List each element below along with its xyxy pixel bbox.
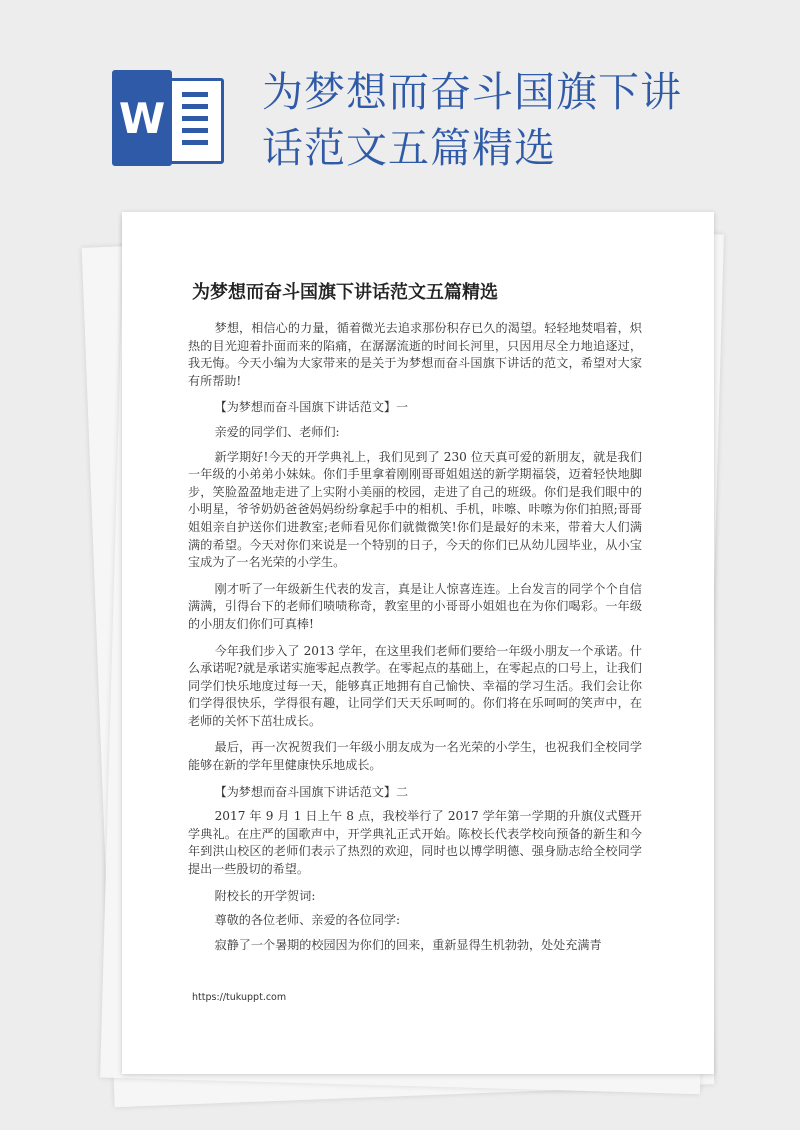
document-body [188,320,642,963]
text-line-shape [182,92,208,97]
text-line-shape [182,104,208,109]
paragraph: 2017 年 9 月 1 日上午 8 点，我校举行了 2017 学年第一学期的升旗仪式暨开学典礼。在庄严的国歌声中，开学典礼正式开始。陈校长代表学校向预备的新生和今年到洪山校区的老师们表示了热烈的欢迎，同时也以博学明德、强身励志给全校同学提出一些殷切的希望。 [188,809,642,877]
paragraph-intro: 梦想，相信心的力量，循着微光去追求那份积存已久的渴望。轻轻地焚唱着，炽热的目光迎着扑面而来的陷痛，在潺潺流逝的时间长河里，只因用尽全力地追逐过，我无悔。今天小编为大家带来的是关于为梦想而奋斗国旗下讲话的范文，希望对大家有所帮助! [188,321,642,388]
source-url: https://tukuppt.com [192,992,287,1003]
word-document-icon [112,70,224,166]
salutation: 尊敬的各位老师、亲爱的各位同学: [214,913,401,928]
salutation: 亲爱的同学们、老师们: [214,424,340,439]
paragraph: 新学期好!今天的开学典礼上，我们见到了 230 位天真可爱的新朋友，就是我们一年级的小弟弟小妹妹。你们手里拿着刚刚哥哥姐姐送的新学期福袋，迈着轻快地脚步，笑脸盈盈地走进了上实附小美丽的校园，走进了自己的班级。你们是我们眼中的小明星，爷爷奶奶爸爸妈妈纷纷拿起手中的相机、手机，咔嚓、咔嚓为你们拍照;哥哥姐姐亲自护送你们进教室;老师看见你们就微微笑!你们是最好的未来，带着大人们满满的希望。今天对你们来说是一个特别的日子，今天的你们已从幼儿园毕业，从小宝宝成为了一名光荣的小学生。 [188,449,642,570]
paragraph: 附校长的开学贺词: [214,888,316,903]
word-letter-badge: W [112,70,172,166]
document-title: 为梦想而奋斗国旗下讲话范文五篇精选 [192,282,498,303]
paragraph: 今年我们步入了 2013 学年，在这里我们老师们要给一年级小朋友一个承诺。什么承诺呢?就是承诺实施零起点教学。在零起点的基础上，在零起点的口号上，让我们同学们快乐地度过每一天，能够真正地拥有自己愉快、幸福的学习生活。我们会让你们学得很快乐，学得很有趣，让同学们天天乐呵呵的。你们将在乐呵呵的笑声中，在老师的关怀下茁壮成长。 [188,643,642,728]
paragraph: 寂静了一个暑期的校园因为你们的回来，重新显得生机勃勃，处处充满青 [214,937,602,952]
page-title: 为梦想而奋斗国旗下讲话范文五篇精选 [262,68,682,172]
paragraph: 最后，再一次祝贺我们一年级小朋友成为一名光荣的小学生，也祝我们全校同学能够在新的学年里健康快乐地成长。 [188,740,642,773]
section-heading-2: 【为梦想而奋斗国旗下讲话范文】二 [214,784,409,799]
text-line-shape [182,116,208,121]
text-line-shape [182,140,208,145]
section-heading-1: 【为梦想而奋斗国旗下讲话范文】一 [214,400,409,415]
document-page [122,212,714,1074]
paragraph: 刚才听了一年级新生代表的发言，真是让人惊喜连连。上台发言的同学个个自信满满，引得台下的老师们啧啧称奇，教室里的小哥哥小姐姐也在为你们喝彩。一年级的小朋友们你们可真棒! [188,581,642,631]
text-line-shape [182,128,208,133]
